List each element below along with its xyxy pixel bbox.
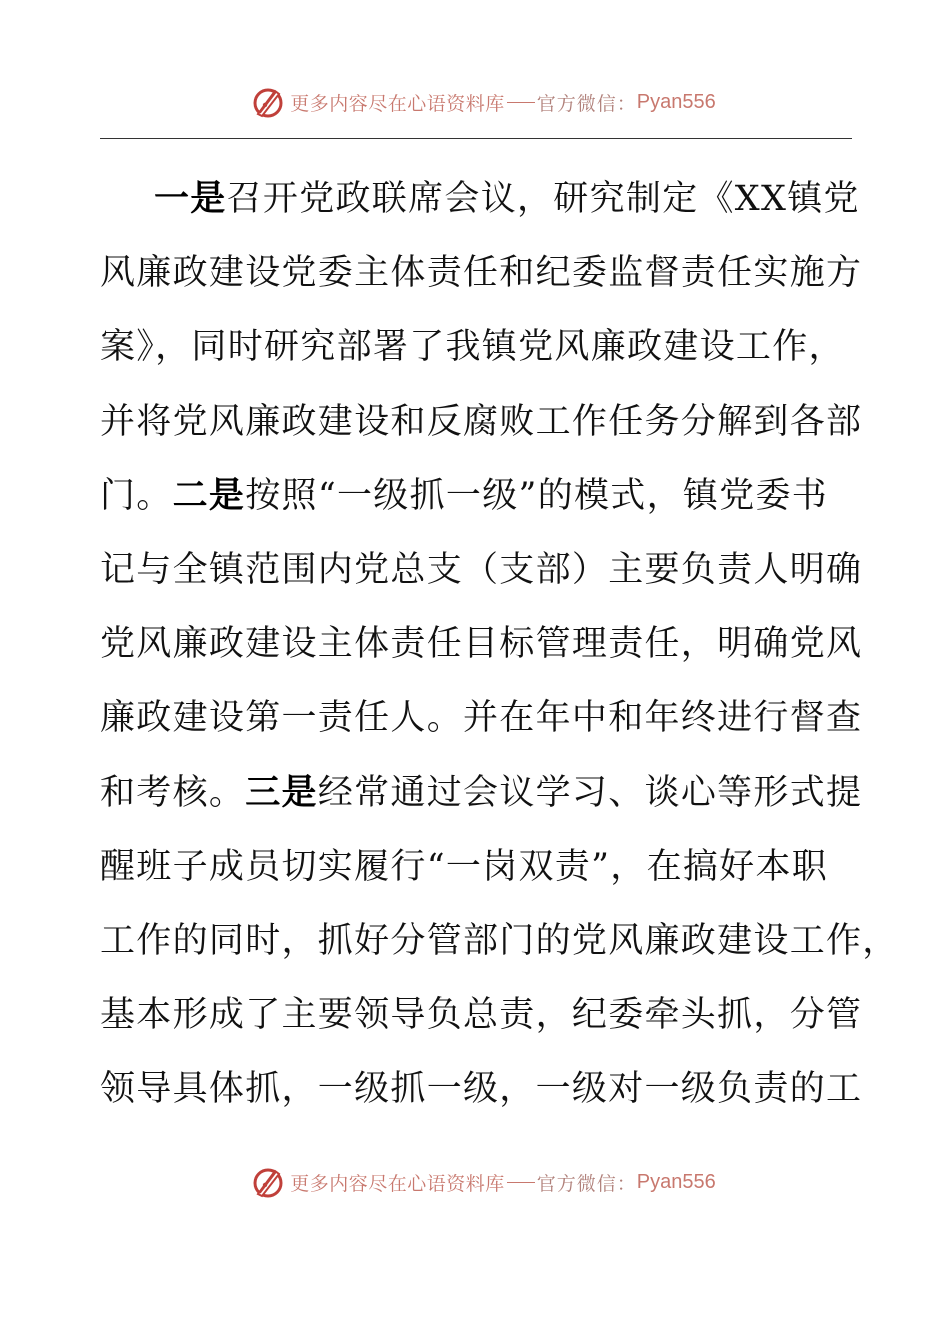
bold-lead-phrase: 一是 <box>154 179 227 219</box>
text-line <box>100 162 900 236</box>
text-run: 记与全镇范围内党总支（支部）主要负责人明确 <box>100 549 863 590</box>
watermark-slogan: 更多内容尽在心语资料库 <box>290 1172 505 1195</box>
watermark-slogan: 更多内容尽在心语资料库 <box>290 92 505 115</box>
text-run: 门。 <box>100 475 173 516</box>
text-run: 风廉政建设党委主体责任和纪委监督责任实施方 <box>100 253 863 294</box>
watermark-wechat-label: 官方微信： <box>536 92 637 115</box>
text-run: 案》，同时研究部署了我镇党风廉政建设工作， <box>100 327 845 368</box>
watermark-wechat-id: Pyan556 <box>636 90 716 113</box>
text-line <box>100 978 900 1052</box>
text-line <box>100 607 900 681</box>
text-line <box>100 1052 900 1126</box>
watermark-dash <box>507 1182 535 1183</box>
text-line <box>100 236 900 310</box>
text-line <box>100 533 900 607</box>
text-line <box>100 830 900 904</box>
text-line <box>100 756 900 830</box>
text-run: 和考核。 <box>100 772 246 813</box>
footer-watermark-banner <box>0 1160 950 1204</box>
text-run: 醒班子成员切实履行“一岗双责”，在搞好本职 <box>100 846 829 887</box>
text-run: 基本形成了主要领导负总责，纪委牵头抓，分管 <box>100 995 863 1036</box>
text-run: 按照“一级抓一级”的模式，镇党委书 <box>245 475 829 516</box>
text-run: 党风廉政建设主体责任目标管理责任，明确党风 <box>100 624 863 665</box>
watermark-content <box>250 1164 716 1200</box>
text-line <box>100 310 900 384</box>
text-line <box>100 904 900 978</box>
text-run: 经常通过会议学习、谈心等形式提 <box>317 772 863 813</box>
text-run: 工作的同时，抓好分管部门的党风廉政建设工作， <box>100 920 899 961</box>
text-line <box>100 459 900 533</box>
text-run: 廉政建设第一责任人。并在年中和年终进行督查 <box>100 698 863 739</box>
bold-lead-phrase: 三是 <box>245 772 318 813</box>
header-watermark-banner <box>0 80 950 124</box>
document-body-paragraph <box>100 162 900 1126</box>
header-divider <box>100 138 852 139</box>
watermark-content <box>250 84 716 120</box>
watermark-wechat-label: 官方微信： <box>536 1172 637 1195</box>
bold-lead-phrase: 二是 <box>172 475 246 516</box>
watermark-dash <box>507 102 535 103</box>
text-line <box>100 385 900 459</box>
text-run: 领导具体抓，一级抓一级，一级对一级负责的工 <box>100 1069 863 1110</box>
text-run: 召开党政联席会议，研究制定《XX镇党 <box>226 179 860 219</box>
text-run: 并将党风廉政建设和反腐败工作任务分解到各部 <box>100 401 863 442</box>
text-line <box>100 681 900 755</box>
quill-pen-circle-icon <box>250 84 286 120</box>
quill-pen-circle-icon <box>250 1164 286 1200</box>
watermark-wechat-id: Pyan556 <box>636 1170 716 1193</box>
